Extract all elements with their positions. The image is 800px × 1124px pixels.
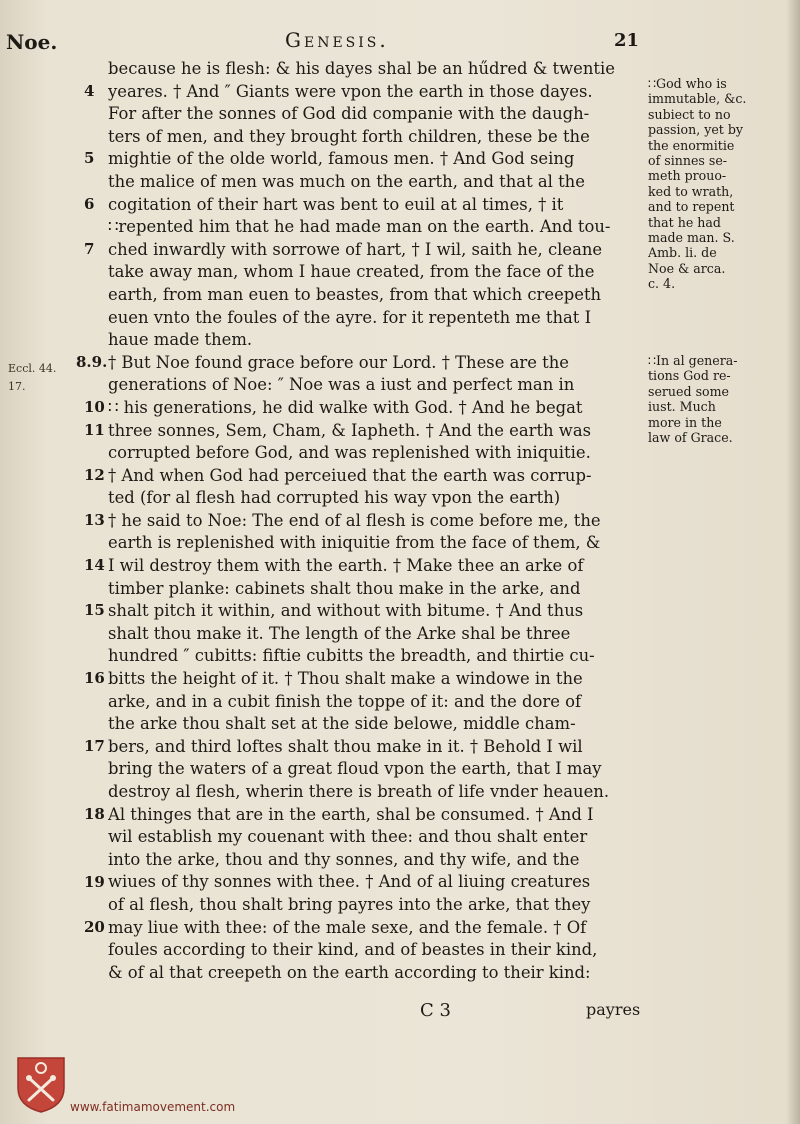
text-line: ted (for al flesh had corrupted his way vpon the earth) bbox=[108, 488, 561, 508]
text-line: cogitation of their hart was bent to euil at al times, † it bbox=[108, 194, 564, 214]
text-line: because he is flesh: & his dayes shal be an hűdred & twentie bbox=[108, 59, 615, 78]
margin-note-line: passion, yet by bbox=[648, 122, 744, 138]
text-line: foules according to their kind, and of beastes in their kind, bbox=[108, 940, 598, 960]
text-line: arke, and in a cubit finish the toppe of it: and the dore of bbox=[108, 691, 582, 711]
margin-note-line: serued some bbox=[648, 383, 730, 399]
text-line: timber planke: cabinets shalt thou make in the arke, and bbox=[108, 578, 581, 598]
verse-number: 14 bbox=[84, 556, 105, 575]
text-line: haue made them. bbox=[108, 330, 253, 350]
margin-note-line: iust. Much bbox=[648, 399, 716, 415]
text-line: three sonnes, Sem, Cham, & Iapheth. † And the earth was bbox=[108, 420, 592, 440]
margin-note-line: the enormitie bbox=[648, 137, 735, 153]
text-line: may liue with thee: of the male sexe, and the female. † Of bbox=[108, 917, 587, 937]
margin-note-line: meth prouo- bbox=[648, 168, 727, 184]
text-line: ters of men, and they brought forth children, these be the bbox=[108, 126, 590, 146]
margin-note-line bbox=[648, 338, 798, 353]
margin-note-line: made man. S. bbox=[648, 229, 735, 245]
left-margin-notes bbox=[8, 360, 78, 396]
text-line: corrupted before God, and was replenished with iniquitie. bbox=[108, 443, 591, 463]
signature-mark: C 3 bbox=[420, 1000, 451, 1021]
text-line: wil establish my couenant with thee: and thou shalt enter bbox=[108, 827, 588, 847]
text-line: into the arke, thou and thy sonnes, and thy wife, and the bbox=[108, 849, 580, 869]
text-line: ∷ his generations, he did walke with God. † And he begat bbox=[108, 397, 583, 417]
text-line: I wil destroy them with the earth. † Make thee an arke of bbox=[108, 556, 584, 576]
text-line: take away man, whom I haue created, from the face of the bbox=[108, 262, 595, 282]
margin-note-line: and to repent bbox=[648, 199, 735, 215]
text-line: ched inwardly with sorrowe of hart, † I wil, saith he, cleane bbox=[108, 239, 603, 259]
margin-note-line: immutable, &c. bbox=[648, 91, 747, 107]
text-line: bers, and third loftes shalt thou make in it. † Behold I wil bbox=[108, 736, 583, 756]
text-line: euen vnto the foules of the ayre. for it repenteth me that I bbox=[108, 307, 592, 327]
text-line: ∷repented him that he had made man on the earth. And tou- bbox=[108, 217, 611, 237]
catchword: payres bbox=[586, 1000, 641, 1019]
text-line: mightie of the olde world, famous men. † And God seing bbox=[108, 149, 575, 169]
text-line: the malice of men was much on the earth, and that al the bbox=[108, 171, 585, 191]
verse-number: 17 bbox=[84, 737, 105, 755]
margin-note-line bbox=[648, 291, 798, 306]
verse-number: 15 bbox=[84, 601, 105, 620]
running-head-left: Noe. bbox=[6, 30, 58, 54]
text-line: yeares. † And ″ Giants were vpon the earth in those dayes. bbox=[108, 81, 593, 101]
margin-note-line: more in the bbox=[648, 414, 722, 430]
margin-note-line: ∷In al genera- bbox=[648, 353, 738, 369]
scripture-text bbox=[108, 58, 648, 984]
margin-note-line: ∷God who is bbox=[648, 76, 727, 91]
margin-note-line: ked to wrath, bbox=[648, 183, 734, 199]
margin-note-line: Amb. li. de bbox=[648, 245, 717, 261]
text-line: For after the sonnes of God did companie with the daugh- bbox=[108, 104, 590, 124]
right-margin-notes bbox=[648, 76, 798, 445]
text-line: shalt thou make it. The length of the Arke shal be three bbox=[108, 623, 571, 643]
verse-number: 10 bbox=[84, 398, 105, 416]
margin-note-line bbox=[648, 322, 798, 337]
margin-note-line: tions God re- bbox=[648, 368, 731, 384]
margin-note-line bbox=[648, 307, 798, 322]
verse-number: 7 bbox=[84, 239, 95, 258]
verse-number: 12 bbox=[84, 465, 105, 484]
margin-note-line: subiect to no bbox=[648, 106, 731, 122]
margin-note-line: law of Grace. bbox=[648, 429, 733, 445]
verse-number: 20 bbox=[84, 917, 105, 936]
text-line: Al thinges that are in the earth, shal be consumed. † And I bbox=[108, 804, 594, 824]
text-line: generations of Noe: ″ Noe was a iust and perfect man in bbox=[108, 375, 575, 395]
text-line: & of al that creepeth on the earth according to their kind: bbox=[108, 962, 591, 982]
verse-number: 4 bbox=[84, 81, 95, 100]
text-line: of al flesh, thou shalt bring payres into the arke, that they bbox=[108, 894, 591, 914]
text-line: shalt pitch it within, and without with bitume. † And thus bbox=[108, 601, 584, 621]
verse-number: 13 bbox=[84, 511, 105, 529]
margin-note-line: of sinnes se- bbox=[648, 152, 728, 168]
papal-keys-logo-icon bbox=[14, 1054, 68, 1114]
text-line: earth, from man euen to beastes, from that which creepeth bbox=[108, 284, 602, 304]
verse-number: 19 bbox=[84, 872, 105, 891]
text-line: † he said to Noe: The end of al flesh is come before me, the bbox=[108, 510, 601, 530]
running-head-title: Genesis. bbox=[285, 28, 389, 52]
verse-number: 16 bbox=[84, 669, 105, 688]
verse-number: 8.9. bbox=[76, 352, 108, 371]
margin-note-line: Noe & arca. bbox=[648, 260, 726, 276]
running-head bbox=[0, 28, 800, 58]
text-line: destroy al flesh, wherin there is breath of life vnder heauen. bbox=[108, 782, 610, 801]
text-line: † But Noe found grace before our Lord. † These are the bbox=[108, 352, 569, 372]
verse-number: 6 bbox=[84, 194, 95, 213]
verse-number: 18 bbox=[84, 804, 105, 823]
verse-number: 5 bbox=[84, 149, 95, 168]
verse-number: 11 bbox=[84, 420, 105, 439]
text-line: earth is replenished with iniquitie from the face of them, & bbox=[108, 533, 601, 553]
margin-note-line: that he had bbox=[648, 214, 721, 230]
text-line: bitts the height of it. † Thou shalt make a windowe in the bbox=[108, 669, 583, 689]
text-line: wiues of thy sonnes with thee. † And of al liuing creatures bbox=[108, 872, 591, 892]
left-margin-note: Eccl. 44. bbox=[8, 362, 57, 375]
folio-number: 21 bbox=[614, 30, 640, 51]
margin-note-line: c. 4. bbox=[648, 276, 676, 292]
left-margin-note: 17. bbox=[8, 380, 26, 393]
text-line: hundred ″ cubitts: fiftie cubitts the breadth, and thirtie cu- bbox=[108, 646, 595, 666]
text-line: the arke thou shalt set at the side belowe, middle cham- bbox=[108, 714, 576, 734]
text-line: bring the waters of a great floud vpon the earth, that I may bbox=[108, 759, 602, 779]
text-line: † And when God had perceiued that the earth was corrup- bbox=[108, 465, 592, 485]
watermark-url: www.fatimamovement.com bbox=[70, 1100, 236, 1114]
